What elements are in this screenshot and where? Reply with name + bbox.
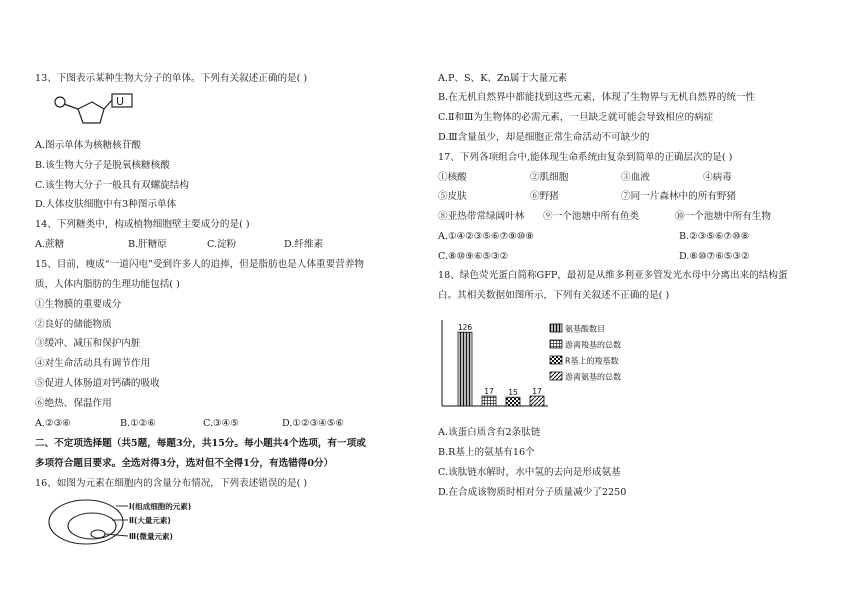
legend-swatch-2 — [550, 340, 562, 348]
bar-value-label-3: 15 — [508, 388, 518, 398]
q15-item-3: ③缓冲、减压和保护内脏 — [35, 338, 141, 349]
q18-option-d: D.在合成该物质时相对分子质量减少了2250 — [438, 487, 627, 498]
phosphate-circle — [55, 97, 65, 107]
q17-item-3: ③血液 — [621, 172, 650, 183]
q17-item-8: ⑧亚热带常绿阔叶林 — [438, 211, 525, 222]
q14-option-d: D.纤维素 — [284, 239, 324, 250]
q14-option-b: B.肝糖原 — [128, 239, 167, 250]
q17-item-9: ⑨一个池塘中所有鱼类 — [543, 211, 639, 222]
q17-item-1: ①核酸 — [438, 172, 467, 183]
legend-label-4: 游离氨基的总数 — [565, 372, 621, 382]
q18-stem-line2: 白。其相关数据如图所示，下列有关叙述不正确的是( ) — [438, 290, 670, 301]
outer-ellipse-I — [49, 500, 123, 544]
q14-option-c: C.淀粉 — [207, 239, 237, 250]
q16-option-b: B.在无机自然界中都能找到这些元素，体现了生物界与无机自然界的统一性 — [438, 92, 756, 103]
legend-label-2: 游离羧基的总数 — [565, 340, 621, 350]
q14-stem: 14、下列糖类中，构成植物细胞壁主要成分的是( ) — [35, 219, 250, 230]
legend-swatch-1 — [550, 324, 562, 332]
label-I: Ⅰ(组成细胞的元素) — [129, 502, 192, 511]
bar-value-label-2: 17 — [484, 387, 494, 397]
q17-item-6: ⑥野猪 — [530, 191, 559, 202]
q13-option-b: B.该生物大分子是脱氧核糖核酸 — [35, 160, 170, 171]
q16-option-a: A.P、S、K、Zn属于大量元素 — [438, 73, 568, 84]
q17-stem: 17、下列各项组合中,能体现生命系统由复杂到简单的正确层次的是( ) — [438, 152, 733, 163]
legend-label-1: 氨基酸数目 — [565, 324, 605, 334]
q18-option-b: B.R基上的氨基有16个 — [438, 447, 535, 458]
q16-option-d: D.Ⅲ含量虽少，却是细胞正常生命活动不可缺少的 — [438, 132, 650, 143]
section2-heading-line2: 多项符合题目要求。全选对得3分，选对但不全得1分，有选错得0分） — [35, 458, 334, 469]
pentose-ring — [78, 102, 104, 123]
bar-3 — [506, 397, 520, 406]
q16-stem: 16、如图为元素在细胞内的含量分布情况，下列表述错误的是( ) — [35, 478, 308, 489]
q15-option-c: C.③④⑤ — [203, 418, 239, 429]
q17-option-b: B.②③⑤⑥⑦⑩⑧ — [679, 231, 750, 242]
q15-item-1: ①生物膜的重要成分 — [35, 299, 122, 310]
q15-stem-line2: 质，人体内脂肪的生理功能包括( ) — [35, 279, 180, 290]
q15-item-5: ⑤促进人体肠道对钙磷的吸收 — [35, 378, 160, 389]
q15-option-d: D.①②③④⑤⑥ — [282, 418, 345, 429]
inner-ellipse-III — [91, 530, 105, 538]
q18-stem-line1: 18、绿色荧光蛋白简称GFP，最初是从维多利亚多管发光水母中分离出来的结构蛋 — [438, 270, 788, 281]
q15-item-6: ⑥绝热、保温作用 — [35, 398, 112, 409]
element-distribution-diagram — [46, 496, 226, 550]
q17-item-10: ⑩一个池塘中所有生物 — [675, 211, 771, 222]
q17-item-4: ④病毒 — [703, 172, 732, 183]
label-II: Ⅱ(大量元素) — [129, 516, 171, 525]
legend-swatch-4 — [550, 372, 562, 380]
q15-option-b: B.①②⑥ — [120, 418, 156, 429]
label-III: Ⅲ(微量元素) — [129, 532, 173, 541]
bar-2 — [482, 396, 496, 406]
q18-option-a: A.该蛋白质含有2条肽链 — [438, 427, 541, 438]
bar-value-label-1: 126 — [457, 323, 473, 333]
q15-stem-line1: 15、目前，瘦成“一道闪电”受到许多人的追捧，但是脂肪也是人体重要营养物 — [35, 259, 365, 270]
q17-option-c: C.⑧⑩⑨⑥⑤③② — [438, 251, 509, 262]
gfp-bar-chart — [438, 318, 658, 410]
q16-option-c: C.Ⅱ和Ⅲ为生物体的必需元素，一旦缺乏就可能会导致相应的病症 — [438, 112, 714, 123]
q15-option-a: A.②③⑥ — [35, 418, 71, 429]
q13-option-d: D.人体皮肤细胞中有3种图示单体 — [35, 199, 177, 210]
q17-item-2: ②肌细胞 — [530, 172, 569, 183]
q17-item-5: ⑤皮肤 — [438, 191, 467, 202]
bar-1 — [458, 332, 472, 406]
nucleotide-structure-figure — [52, 90, 164, 130]
middle-ellipse-II — [68, 513, 116, 539]
bar-4 — [530, 396, 544, 406]
base-label: U — [116, 95, 125, 108]
q13-stem: 13、下图表示某种生物大分子的单体。下列有关叙述正确的是( ) — [35, 73, 308, 84]
q15-item-2: ②良好的储能物质 — [35, 319, 112, 330]
q17-option-d: D.⑧⑩⑦⑥⑤③② — [679, 251, 750, 262]
q17-item-7: ⑦同一片森林中的所有野猪 — [621, 191, 737, 202]
q18-option-c: C.该肽链水解时，水中氢的去向是形成氨基 — [438, 467, 621, 478]
q14-option-a: A.蔗糖 — [35, 239, 65, 250]
q15-item-4: ④对生命活动具有调节作用 — [35, 358, 151, 369]
legend-label-3: R基上的羧基数 — [565, 356, 619, 366]
section2-heading-line1: 二、不定项选择题（共5题，每题3分，共15分。每小题共4个选项，有一项或 — [35, 438, 366, 449]
bar-value-label-4: 17 — [532, 387, 542, 397]
q13-option-a: A.图示单体为核糖核苷酸 — [35, 140, 141, 151]
q13-option-c: C.该生物大分子一般具有双螺旋结构 — [35, 180, 189, 191]
q17-option-a: A.①④②③⑤⑥⑦⑨⑩⑧ — [438, 231, 534, 242]
legend-swatch-3 — [550, 356, 562, 364]
